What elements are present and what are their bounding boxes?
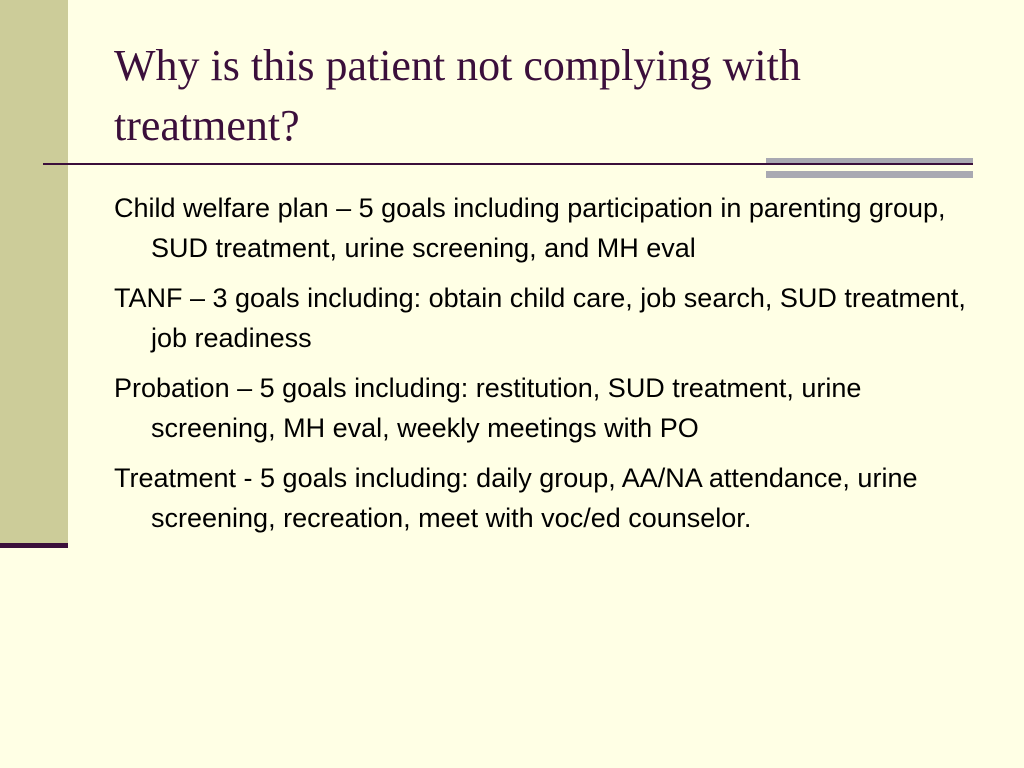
bullet-tanf: TANF – 3 goals including: obtain child care, job search, SUD treatment, job readiness	[114, 283, 966, 353]
bullet-list	[114, 188, 974, 548]
bullet-child-welfare: Child welfare plan – 5 goals including participation in parenting group, SUD treatment, urine screening, and MH eval	[114, 193, 946, 263]
bullet-treatment: Treatment - 5 goals including: daily group, AA/NA attendance, urine screening, recreation, meet with voc/ed counselor.	[114, 463, 918, 533]
sidebar-accent-line	[0, 543, 68, 548]
sidebar-decoration	[0, 0, 68, 543]
title-rule-accent-top	[766, 158, 973, 163]
slide-title: Why is this patient not complying with treatment?	[114, 41, 801, 150]
title-underline	[43, 163, 973, 165]
bullet-probation: Probation – 5 goals including: restitution, SUD treatment, urine screening, MH eval, weekly meetings with PO	[114, 373, 862, 443]
title-rule-accent-bottom	[766, 171, 973, 178]
